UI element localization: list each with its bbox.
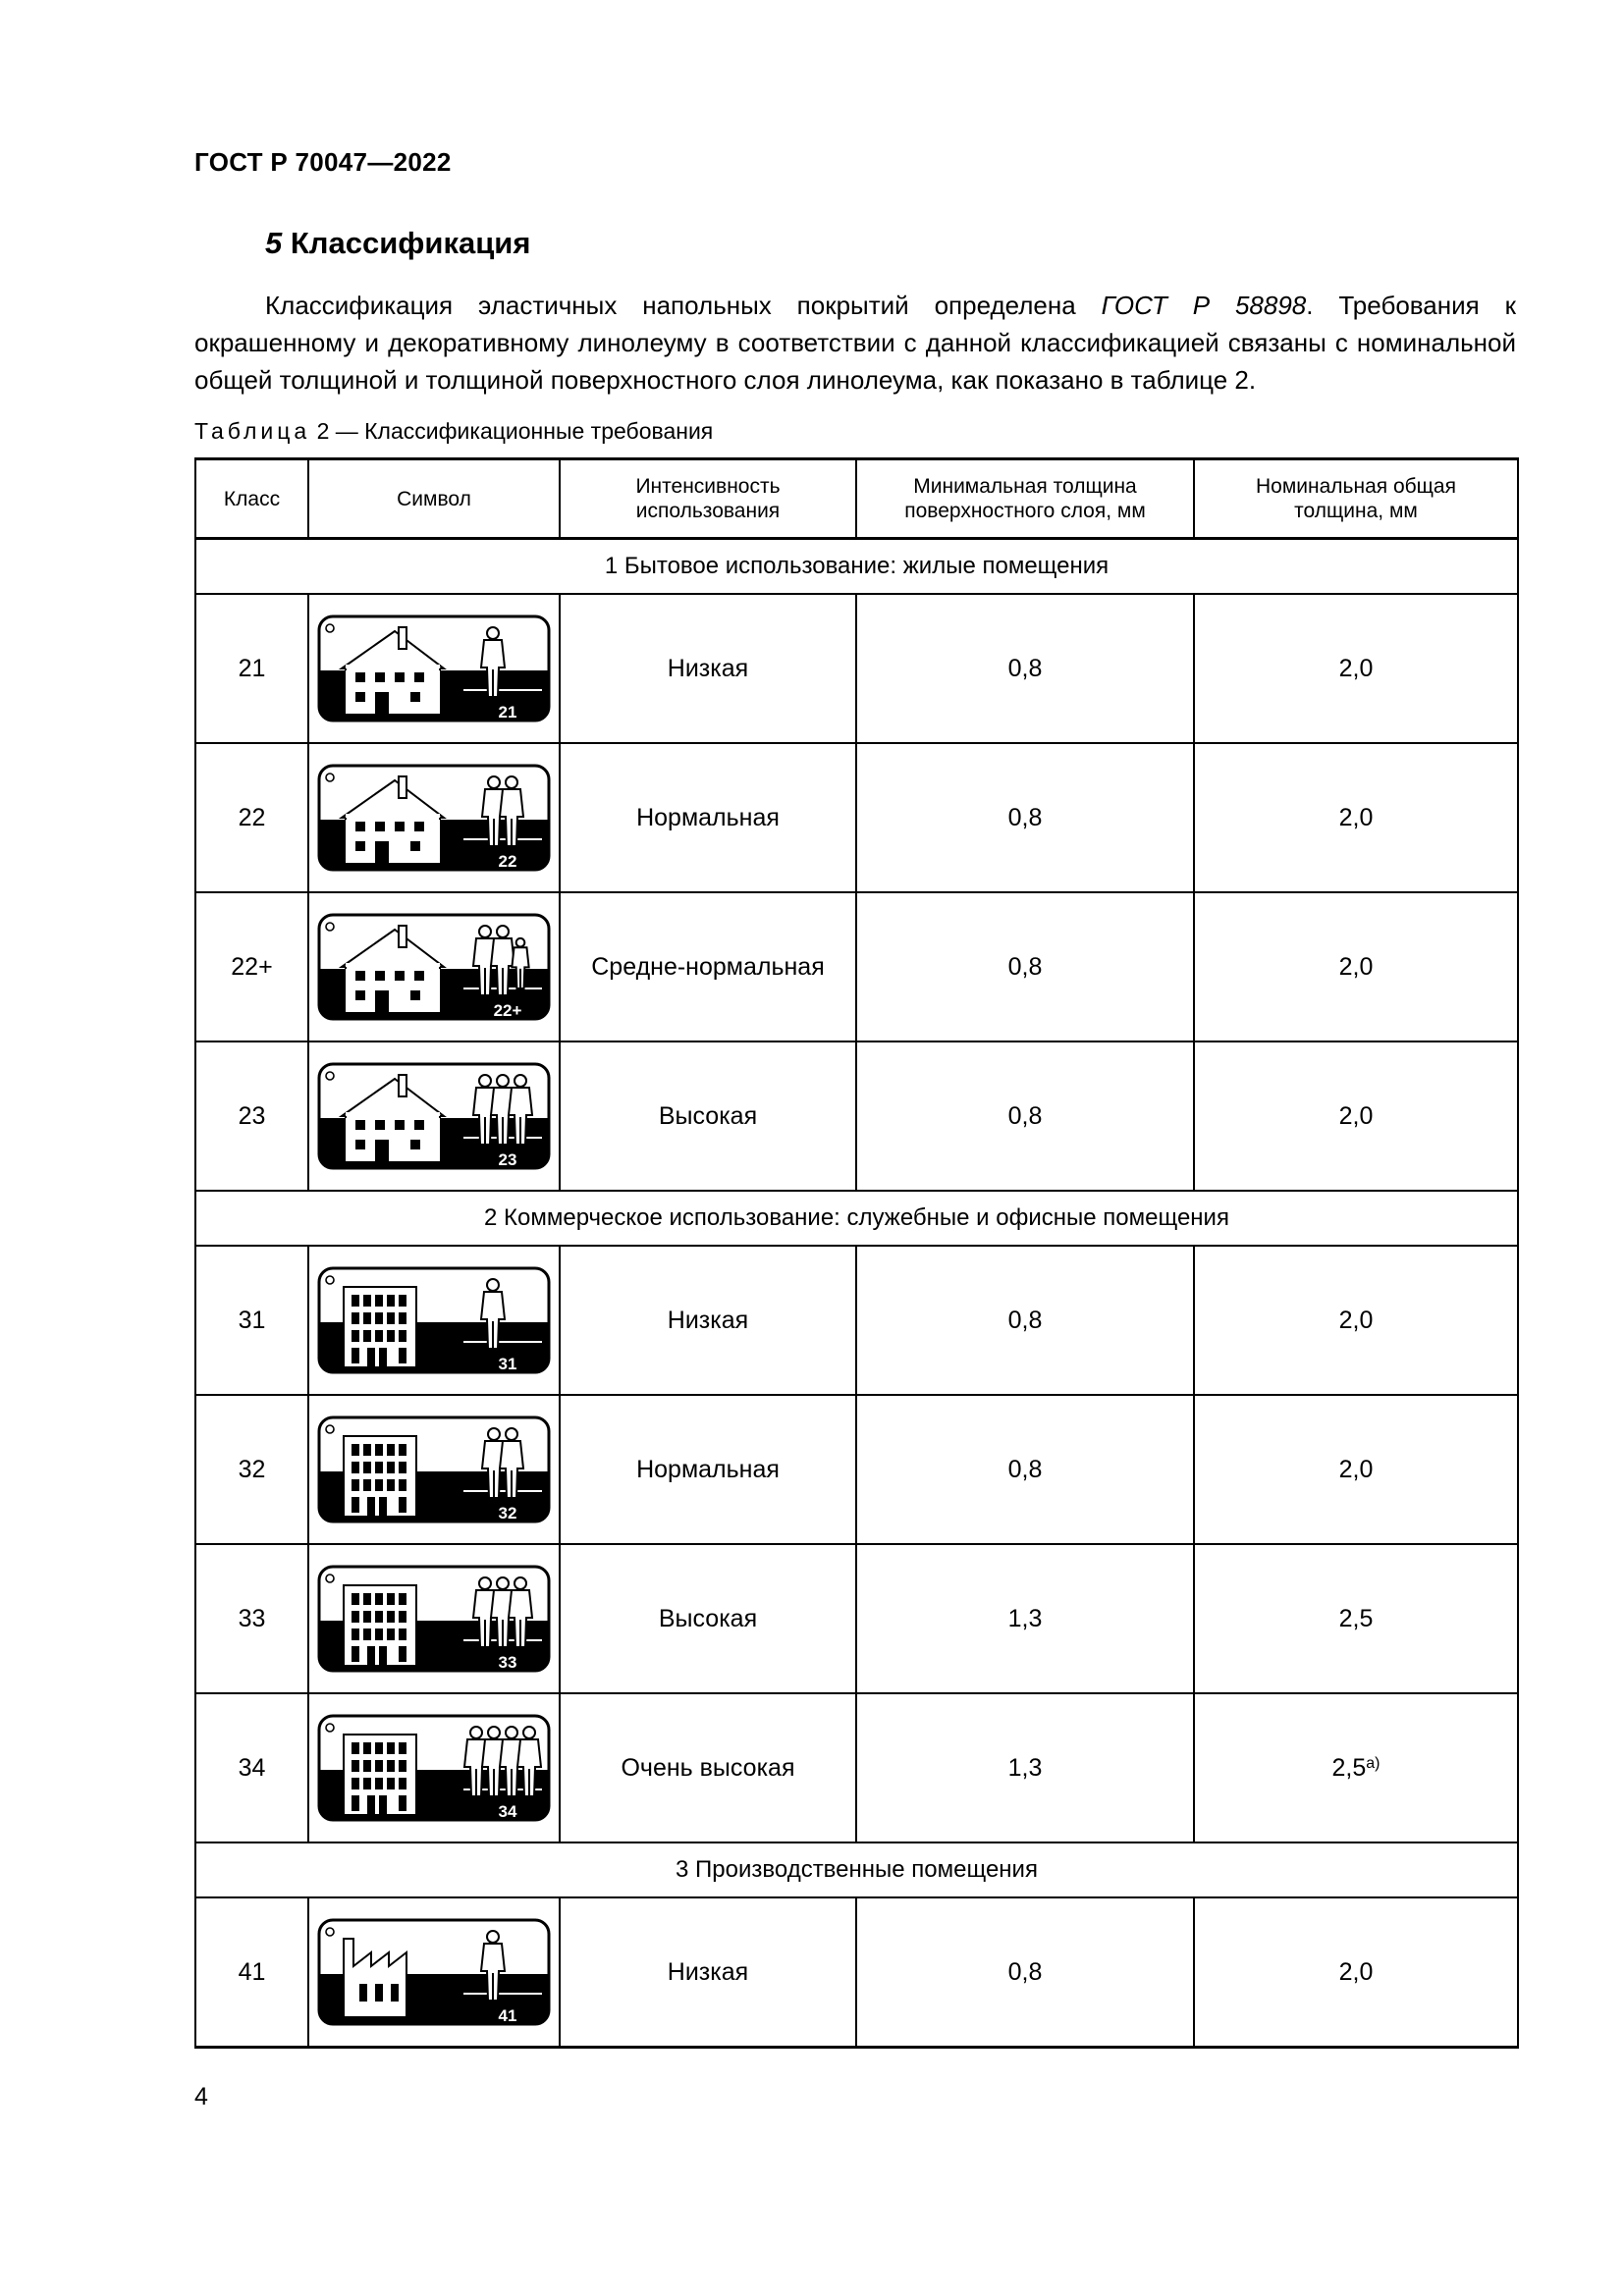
section-title-cell: 2 Коммерческое использование: служебные и офисные помещения (195, 1191, 1518, 1246)
nominal-thickness-value: 2,0 (1338, 1306, 1374, 1334)
min-thickness-cell: 1,3 (856, 1544, 1194, 1693)
table-row (195, 892, 1518, 1041)
intensity-cell: Нормальная (560, 1395, 856, 1544)
office-icon (344, 1287, 416, 1367)
paragraph-text-2: . Требования к окрашенному и декоративному линолеуму в соответствии с данной классификацией связаны с номинальной общей толщиной и толщиной поверхностного слоя линолеума, как показано в таблице 2. (194, 291, 1516, 395)
paragraph-text-1: Классификация эластичных напольных покрытий определена (265, 291, 1102, 320)
min-thickness-cell: 0,8 (856, 892, 1194, 1041)
intensity-cell: Высокая (560, 1041, 856, 1191)
section-title-cell: 3 Производственные помещения (195, 1842, 1518, 1897)
nominal-thickness-value: 2,5 (1331, 1753, 1367, 1782)
header-min-thickness-text: Минимальная толщина поверхностного слоя, мм (904, 475, 1146, 522)
table-row (195, 743, 1518, 892)
symbol-cell (308, 1897, 560, 2048)
document-header: ГОСТ Р 70047—2022 (194, 147, 452, 177)
table-row (195, 1395, 1518, 1544)
nominal-thickness-cell (1194, 1693, 1518, 1842)
nominal-thickness-value: 2,0 (1338, 952, 1374, 981)
header-class: Класс (195, 459, 308, 539)
symbol-class-label: 23 (498, 1150, 517, 1169)
house-usage-symbol (316, 614, 552, 723)
table-caption-text: 2 — Классификационные требования (310, 418, 714, 444)
symbol-cell (308, 594, 560, 743)
class-cell: 41 (195, 1897, 308, 2048)
min-thickness-cell: 1,3 (856, 1693, 1194, 1842)
table-caption (194, 418, 713, 445)
symbol-cell (308, 892, 560, 1041)
nominal-thickness-value: 2,0 (1338, 1101, 1374, 1130)
section-title: Классификация (290, 226, 531, 260)
footnote-marker: а) (1366, 1754, 1380, 1772)
symbol-cell (308, 1544, 560, 1693)
intensity-cell: Средне-нормальная (560, 892, 856, 1041)
table-row (195, 1544, 1518, 1693)
class-cell: 22+ (195, 892, 308, 1041)
class-cell: 32 (195, 1395, 308, 1544)
nominal-thickness-cell (1194, 594, 1518, 743)
intensity-cell: Низкая (560, 1897, 856, 2048)
nominal-thickness-cell (1194, 1897, 1518, 2048)
house-usage-symbol (316, 763, 552, 873)
symbol-class-label: 33 (498, 1653, 517, 1672)
min-thickness-cell: 0,8 (856, 1897, 1194, 2048)
symbol-class-label: 34 (498, 1802, 517, 1821)
symbol-cell (308, 743, 560, 892)
office-usage-symbol (316, 1265, 552, 1375)
nominal-thickness-cell (1194, 1246, 1518, 1395)
intensity-cell: Низкая (560, 1246, 856, 1395)
section-row (195, 1842, 1518, 1897)
office-icon (344, 1735, 416, 1815)
factory-usage-symbol (316, 1917, 552, 2027)
house-usage-symbol (316, 1061, 552, 1171)
class-cell: 21 (195, 594, 308, 743)
min-thickness-cell: 0,8 (856, 594, 1194, 743)
symbol-class-label: 41 (498, 2006, 517, 2025)
class-cell: 23 (195, 1041, 308, 1191)
header-min-thickness (856, 459, 1194, 539)
page-number: 4 (194, 2083, 208, 2110)
standard-reference: ГОСТ Р 58898 (1101, 291, 1307, 320)
symbol-cell (308, 1693, 560, 1842)
nominal-thickness-cell (1194, 1041, 1518, 1191)
symbol-class-label: 32 (498, 1504, 517, 1522)
nominal-thickness-value: 2,0 (1338, 1455, 1374, 1483)
header-nominal-thickness-text: Номинальная общая толщина, мм (1255, 475, 1456, 522)
table-body (195, 539, 1518, 2048)
nominal-thickness-cell (1194, 1544, 1518, 1693)
symbol-class-label: 21 (498, 703, 517, 721)
nominal-thickness-cell (1194, 1395, 1518, 1544)
nominal-thickness-cell (1194, 892, 1518, 1041)
office-icon (344, 1585, 416, 1666)
min-thickness-cell: 0,8 (856, 1395, 1194, 1544)
nominal-thickness-value: 2,0 (1338, 654, 1374, 682)
section-title-cell: 1 Бытовое использование: жилые помещения (195, 539, 1518, 595)
class-cell: 34 (195, 1693, 308, 1842)
class-cell: 33 (195, 1544, 308, 1693)
class-cell: 31 (195, 1246, 308, 1395)
table-caption-word: Таблица (194, 418, 311, 444)
office-icon (344, 1436, 416, 1517)
symbol-class-label: 22+ (493, 1001, 522, 1020)
section-row (195, 1191, 1518, 1246)
header-intensity-text: Интенсивность использования (635, 475, 781, 522)
nominal-thickness-cell (1194, 743, 1518, 892)
section-number: 5 (265, 226, 283, 260)
min-thickness-cell: 0,8 (856, 1246, 1194, 1395)
office-usage-symbol (316, 1713, 552, 1823)
symbol-cell (308, 1395, 560, 1544)
table-row (195, 1246, 1518, 1395)
nominal-thickness-value: 2,0 (1338, 803, 1374, 831)
intensity-cell: Нормальная (560, 743, 856, 892)
nominal-thickness-value: 2,5 (1338, 1604, 1374, 1632)
intensity-cell: Низкая (560, 594, 856, 743)
office-usage-symbol (316, 1415, 552, 1524)
min-thickness-cell: 0,8 (856, 1041, 1194, 1191)
symbol-class-label: 22 (498, 852, 517, 871)
section-heading (265, 226, 530, 261)
min-thickness-cell: 0,8 (856, 743, 1194, 892)
classification-table (194, 457, 1519, 2049)
table-row (195, 1041, 1518, 1191)
header-nominal-thickness (1194, 459, 1518, 539)
intensity-cell: Высокая (560, 1544, 856, 1693)
table-row (195, 594, 1518, 743)
section-row (195, 539, 1518, 595)
table-row (195, 1693, 1518, 1842)
intro-paragraph (194, 287, 1516, 399)
intensity-cell: Очень высокая (560, 1693, 856, 1842)
table-header-row (195, 459, 1518, 539)
class-cell: 22 (195, 743, 308, 892)
header-intensity (560, 459, 856, 539)
table-row (195, 1897, 1518, 2048)
symbol-cell (308, 1041, 560, 1191)
header-symbol: Символ (308, 459, 560, 539)
symbol-cell (308, 1246, 560, 1395)
house-usage-symbol (316, 912, 552, 1022)
symbol-class-label: 31 (498, 1355, 517, 1373)
nominal-thickness-value: 2,0 (1338, 1957, 1374, 1986)
office-usage-symbol (316, 1564, 552, 1674)
